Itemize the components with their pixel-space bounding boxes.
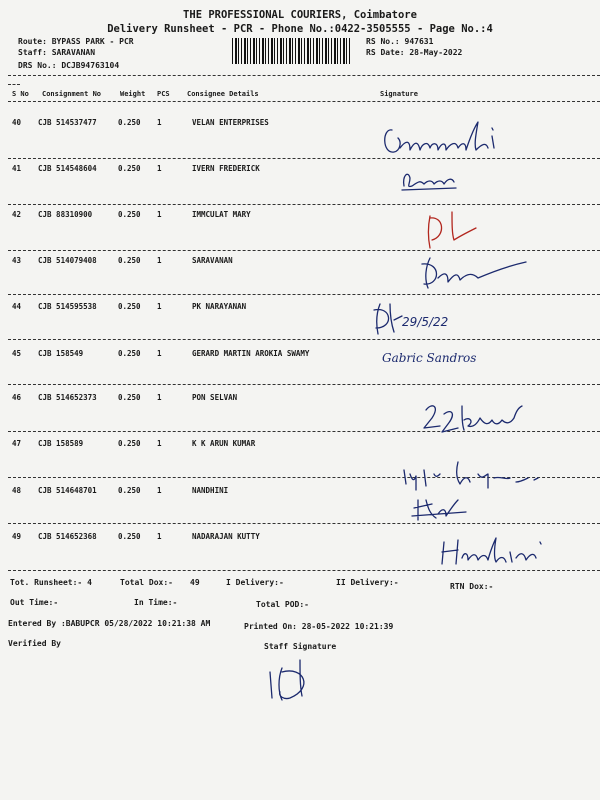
divider (8, 250, 600, 251)
divider (8, 84, 20, 85)
signature-name-text: Gabric Sandros (382, 351, 477, 365)
signature-row-40 (380, 118, 540, 163)
row-consignment: CJB 514537477 (38, 118, 97, 127)
col-consignment: Consignment No (42, 90, 102, 98)
row-consignee: PON SELVAN (192, 393, 238, 402)
signature-row-47 (398, 456, 558, 492)
drs-number: DRS No.: DCJB94763104 (18, 61, 120, 70)
row-pcs: 1 (157, 349, 162, 358)
row-consignment: CJB 514648701 (38, 486, 97, 495)
divider (8, 339, 600, 340)
row-sno: 43 (12, 256, 22, 265)
signature-row-44 (368, 296, 468, 338)
signature-row-43 (412, 254, 532, 294)
rtn-dox: RTN Dox:- (450, 582, 494, 591)
col-consignee: Consignee Details (187, 90, 259, 98)
row-sno: 41 (12, 164, 22, 173)
row-sno: 48 (12, 486, 22, 495)
row-consignee: GERARD MARTIN AROKIA SWAMY (192, 349, 310, 358)
row-weight: 0.250 (118, 532, 141, 541)
total-dox-value: 49 (190, 578, 200, 587)
divider (8, 384, 600, 385)
col-signature: Signature (380, 90, 418, 98)
signature-row-48 (410, 494, 470, 524)
total-dox-label: Total Dox:- (120, 578, 173, 587)
staff-signature-label: Staff Signature (264, 642, 337, 651)
row-consignment: CJB 88310900 (38, 210, 93, 219)
printed-on: Printed On: 28-05-2022 10:21:39 (244, 622, 394, 631)
divider (8, 523, 600, 524)
row-pcs: 1 (157, 256, 162, 265)
row-pcs: 1 (157, 118, 162, 127)
signature-row-45 (380, 344, 520, 370)
row-weight: 0.250 (118, 302, 141, 311)
divider (8, 101, 600, 102)
row-weight: 0.250 (118, 118, 141, 127)
ii-delivery: II Delivery:- (336, 578, 399, 587)
row-sno: 47 (12, 439, 22, 448)
row-pcs: 1 (157, 210, 162, 219)
row-sno: 42 (12, 210, 22, 219)
verified-by: Verified By (8, 639, 61, 648)
row-consignee: SARAVANAN (192, 256, 233, 265)
signature-date-text: 29/5/22 (402, 315, 449, 329)
row-sno: 49 (12, 532, 22, 541)
company-title: THE PROFESSIONAL COURIERS, Coimbatore (183, 9, 417, 21)
staff-label: Staff: SARAVANAN (18, 48, 96, 57)
row-sno: 44 (12, 302, 22, 311)
runsheet-subtitle: Delivery Runsheet - PCR - Phone No.:0422-3505555 - Page No.:4 (107, 23, 493, 35)
i-delivery: I Delivery:- (226, 578, 284, 587)
row-sno: 45 (12, 349, 22, 358)
row-pcs: 1 (157, 439, 162, 448)
row-consignment: CJB 514595538 (38, 302, 97, 311)
row-pcs: 1 (157, 486, 162, 495)
col-pcs: PCS (157, 90, 170, 98)
row-consignee: NANDHINI (192, 486, 229, 495)
row-consignment: CJB 514652368 (38, 532, 97, 541)
total-pod: Total POD:- (256, 600, 309, 609)
row-consignee: NADARAJAN KUTTY (192, 532, 260, 541)
row-consignee: K K ARUN KUMAR (192, 439, 256, 448)
row-consignment: CJB 514548604 (38, 164, 97, 173)
col-weight: Weight (120, 90, 146, 98)
row-weight: 0.250 (118, 439, 141, 448)
signature-row-46 (418, 398, 538, 438)
row-sno: 40 (12, 118, 22, 127)
row-weight: 0.250 (118, 256, 141, 265)
divider (8, 204, 600, 205)
row-consignee: IVERN FREDERICK (192, 164, 260, 173)
row-weight: 0.250 (118, 349, 141, 358)
col-sno: S No (12, 90, 29, 98)
staff-signature (260, 652, 340, 708)
row-consignee: VELAN ENTERPRISES (192, 118, 269, 127)
row-pcs: 1 (157, 164, 162, 173)
rs-date: RS Date: 28-May-2022 (366, 48, 463, 57)
row-weight: 0.250 (118, 393, 141, 402)
signature-row-42 (418, 206, 488, 254)
row-weight: 0.250 (118, 486, 141, 495)
row-pcs: 1 (157, 393, 162, 402)
row-consignee: IMMCULAT MARY (192, 210, 251, 219)
divider (8, 294, 600, 295)
entered-by: Entered By :BABUPCR 05/28/2022 10:21:38 AM (8, 619, 211, 628)
in-time: In Time:- (134, 598, 178, 607)
row-consignment: CJB 158589 (38, 439, 84, 448)
rs-number: RS No.: 947631 (366, 37, 434, 46)
row-consignment: CJB 514652373 (38, 393, 97, 402)
divider (8, 75, 600, 76)
row-pcs: 1 (157, 532, 162, 541)
signature-row-41 (398, 162, 468, 194)
row-consignment: CJB 514079408 (38, 256, 97, 265)
row-consignee: PK NARAYANAN (192, 302, 247, 311)
row-weight: 0.250 (118, 164, 141, 173)
row-sno: 46 (12, 393, 22, 402)
barcode (232, 38, 352, 64)
row-weight: 0.250 (118, 210, 141, 219)
total-runsheet: Tot. Runsheet:- 4 (10, 578, 92, 587)
signature-row-49 (436, 534, 556, 574)
row-consignment: CJB 158549 (38, 349, 84, 358)
row-pcs: 1 (157, 302, 162, 311)
route-label: Route: BYPASS PARK - PCR (18, 37, 134, 46)
out-time: Out Time:- (10, 598, 59, 607)
